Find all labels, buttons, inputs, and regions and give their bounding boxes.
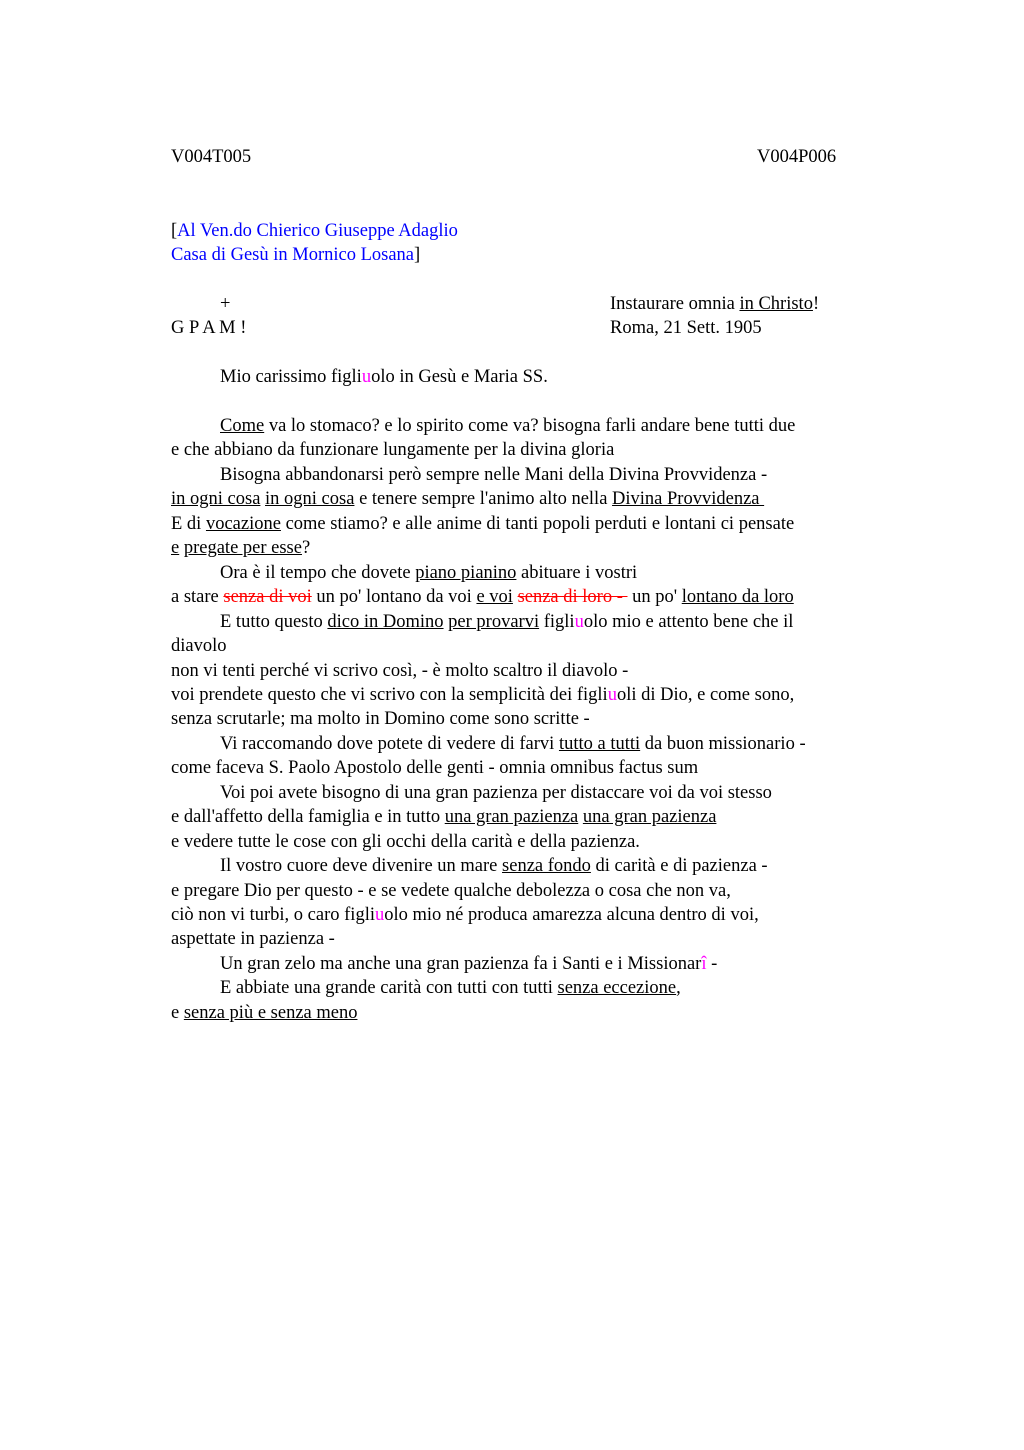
body-line: Voi poi avete bisogno di una gran pazienza per distaccare voi da voi stesso [220,783,772,803]
body-line: Come va lo stomaco? e lo spirito come va? bisogna farli andare bene tutti due [220,416,796,436]
body-line: e pregare Dio per questo - e se vedete qualche debolezza o cosa che non va, [171,881,731,901]
body-line: aspettate in pazienza - [171,929,335,949]
place-date: Roma, 21 Sett. 1905 [610,318,762,338]
address-line-2: Casa di Gesù in Mornico Losana] [171,245,421,265]
body-line: e che abbiano da funzionare lungamente per la divina gloria [171,440,615,460]
body-line: Un gran zelo ma anche una gran pazienza fa i Santi e i Missionarî - [220,954,718,974]
body-line: E abbiate una grande carità con tutti con tutti senza eccezione, [220,978,681,998]
body-line: Ora è il tempo che dovete piano pianino abituare i vostri [220,563,638,583]
body-line: Bisogna abbandonarsi però sempre nelle Mani della Divina Provvidenza - [220,465,768,485]
body-line: come faceva S. Paolo Apostolo delle genti - omnia omnibus factus sum [171,758,699,778]
cross-symbol: + [220,294,231,314]
body-line: a stare senza di voi un po' lontano da voi e voi senza di loro - un po' lontano da loro [171,587,794,607]
salutation: Mio carissimo figliuolo in Gesù e Maria SS. [220,367,548,387]
body-line: in ogni cosa in ogni cosa e tenere sempre l'animo alto nella Divina Provvidenza [171,489,765,509]
body-line: ciò non vi turbi, o caro figliuolo mio né produca amarezza alcuna dentro di voi, [171,905,759,925]
gpam-invocation: G P A M ! [171,318,247,338]
body-line: senza scrutarle; ma molto in Domino come sono scritte - [171,709,590,729]
body-line: E tutto questo dico in Domino per provarvi figliuolo mio e attento bene che il [220,612,794,632]
body-line: non vi tenti perché vi scrivo così, - è molto scaltro il diavolo - [171,661,629,681]
body-line: voi prendete questo che vi scrivo con la semplicità dei figliuoli di Dio, e come sono, [171,685,795,705]
body-line: e dall'affetto della famiglia e in tutto una gran pazienza una gran pazienza [171,807,717,827]
body-line: e vedere tutte le cose con gli occhi della carità e della pazienza. [171,832,640,852]
body-line: diavolo [171,636,227,656]
body-line: Vi raccomando dove potete di vedere di farvi tutto a tutti da buon missionario - [220,734,806,754]
body-line: e senza più e senza meno [171,1003,358,1023]
body-line: e pregate per esse? [171,538,311,558]
motto: Instaurare omnia in Christo! [610,294,820,314]
body-line: E di vocazione come stiamo? e alle anime di tanti popoli perduti e lontani ci pensate [171,514,795,534]
body-line: Il vostro cuore deve divenire un mare senza fondo di carità e di pazienza - [220,856,768,876]
document-code-right: V004P006 [757,147,837,167]
address-line-1: [Al Ven.do Chierico Giuseppe Adaglio [171,221,458,241]
document-code-left: V004T005 [171,147,252,167]
